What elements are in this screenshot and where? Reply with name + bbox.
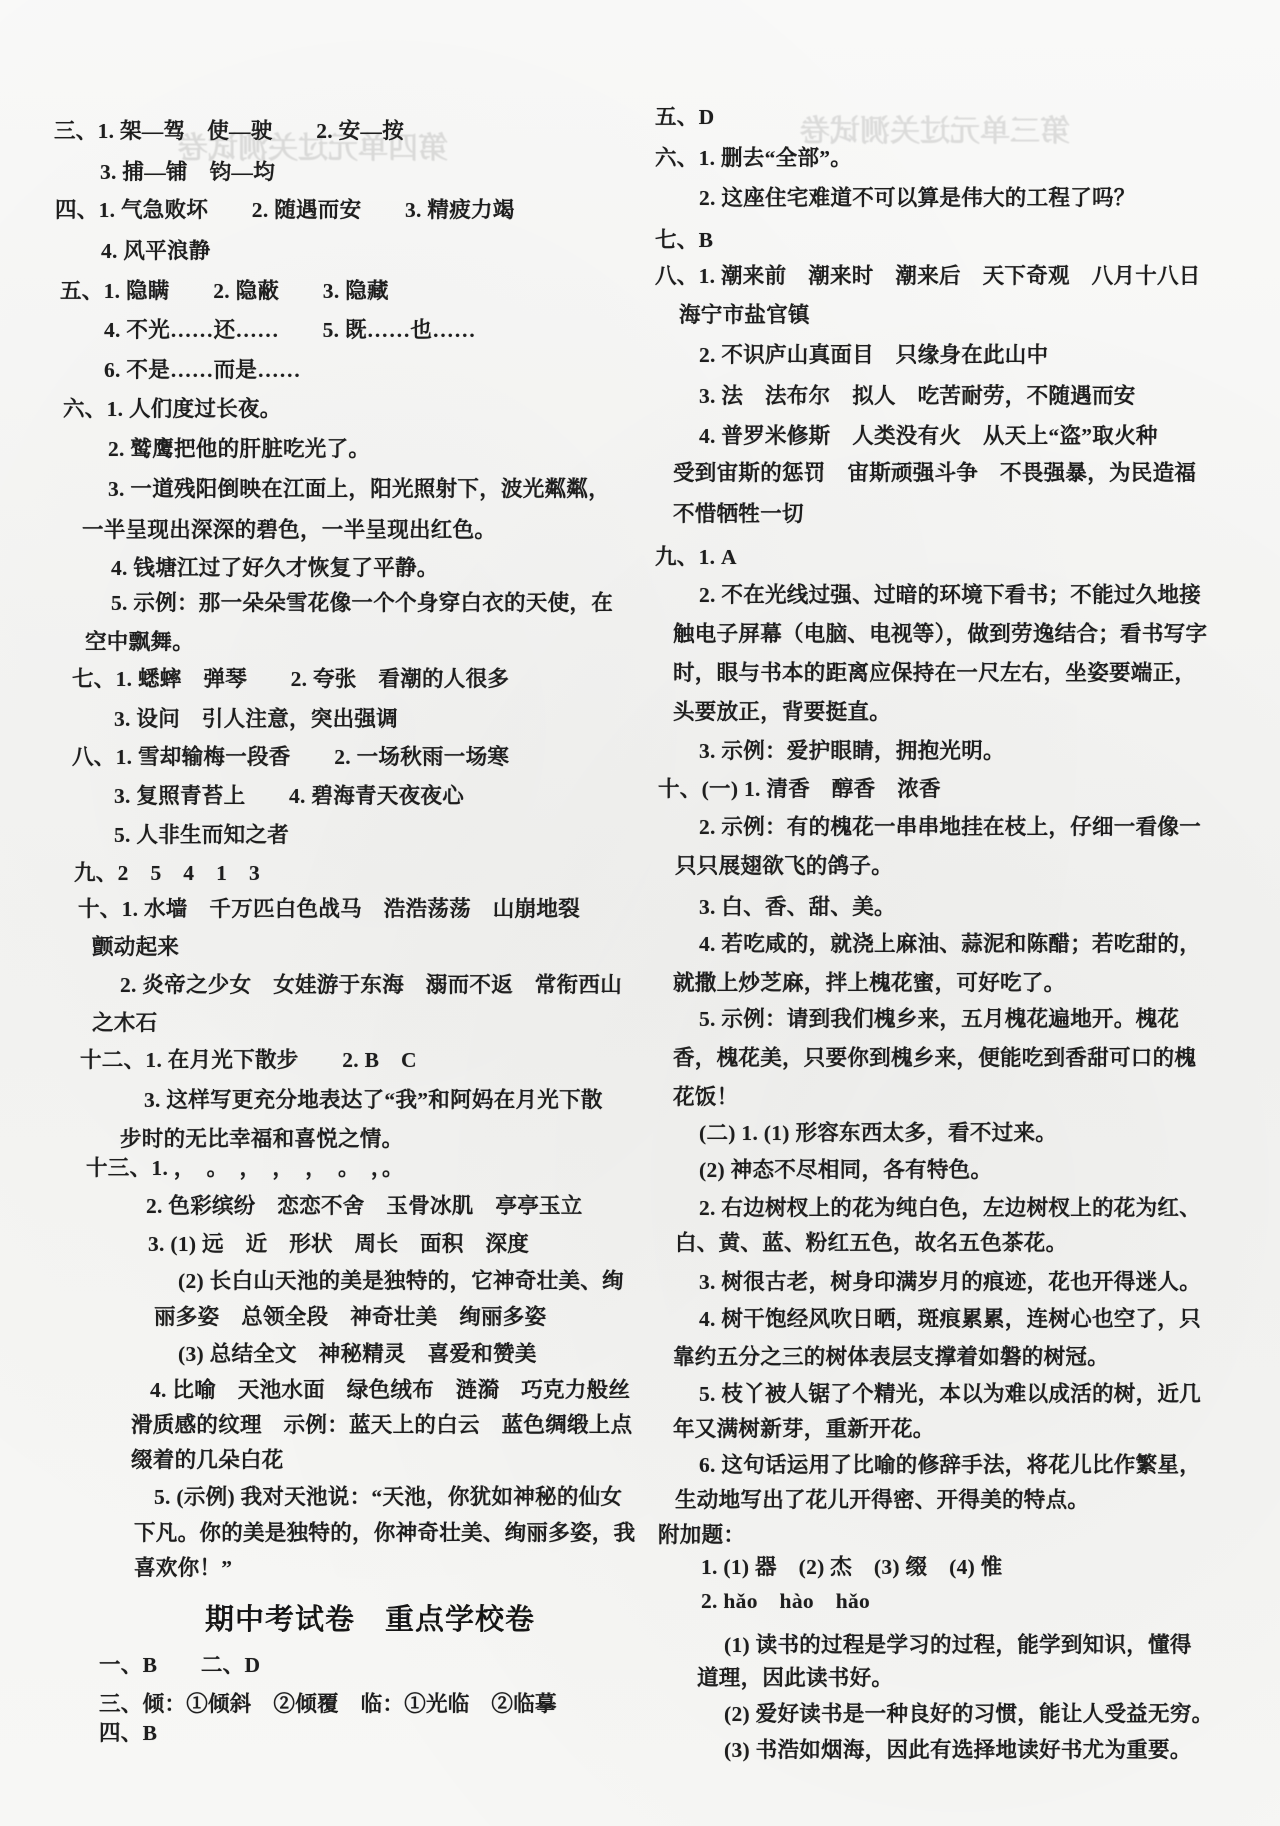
answer-line: 缀着的几朵白花: [131, 1448, 284, 1472]
answer-line: 3. 捕—铺 钧—均: [100, 160, 276, 184]
answer-line: 颤动起来: [92, 935, 180, 959]
answer-line: 空中飘舞。: [85, 630, 195, 654]
answer-line: 3. 这样写更充分地表达了“我”和阿妈在月光下散: [144, 1088, 603, 1112]
answer-line: 5. 示例：那一朵朵雪花像一个个身穿白衣的天使，在: [111, 591, 614, 615]
answer-line: 七、1. 蟋蟀 弹琴 2. 夸张 看潮的人很多: [72, 667, 510, 691]
answer-line: 6. 这句话运用了比喻的修辞手法，将花儿比作繁星，: [699, 1453, 1202, 1477]
bonus-heading: 附加题：: [658, 1523, 746, 1547]
answer-line: (2) 爱好读书是一种良好的习惯，能让人受益无穷。: [724, 1702, 1214, 1726]
answer-line: 下凡。你的美是独特的，你神奇壮美、绚丽多姿，我: [134, 1521, 636, 1545]
answer-line: 4. 若吃咸的，就浇上麻油、蒜泥和陈醋；若吃甜的，: [699, 932, 1202, 956]
answer-line: (3) 总结全文 神秘精灵 喜爱和赞美: [178, 1342, 537, 1366]
answer-line: 步时的无比幸福和喜悦之情。: [120, 1127, 404, 1151]
answer-line: 海宁市盐官镇: [679, 303, 810, 327]
answer-line: 3. 法 法布尔 拟人 吃苦耐劳，不随遇而安: [699, 384, 1136, 408]
answer-line: 道理，因此读书好。: [697, 1666, 894, 1690]
answer-line: 2. 示例：有的槐花一串串地挂在枝上，仔细一看像一: [699, 815, 1202, 839]
answer-line: 十三、1. ， 。 ， ， ， 。 ，。: [86, 1156, 404, 1180]
answer-line: 触电子屏幕（电脑、电视等），做到劳逸结合；看书写字: [673, 622, 1208, 646]
answer-line: (2) 长白山天池的美是独特的，它神奇壮美、绚: [178, 1269, 624, 1293]
answer-line: 3. 示例：爱护眼睛，拥抱光明。: [699, 739, 1005, 763]
answer-line: 4. 钱塘江过了好久才恢复了平静。: [111, 556, 439, 580]
answer-line: 5. 示例：请到我们槐乡来，五月槐花遍地开。槐花: [699, 1007, 1180, 1031]
answer-line: 4. 风平浪静: [101, 239, 211, 263]
answer-line: 5. 枝丫被人锯了个精光，本以为难以成活的树，近几: [699, 1382, 1202, 1406]
answer-line: 三、倾：①倾斜 ②倾覆 临：①光临 ②临摹: [99, 1692, 557, 1716]
answer-line: 年又满树新芽，重新开花。: [673, 1417, 935, 1441]
answer-line: (1) 读书的过程是学习的过程，能学到知识，懂得: [724, 1633, 1192, 1657]
answer-line: 2. 不识庐山真面目 只缘身在此山中: [699, 343, 1049, 367]
answer-line: 只只展翅欲飞的鸽子。: [675, 854, 894, 878]
answer-line: 花饭！: [673, 1085, 739, 1109]
answer-line: 香，槐花美，只要你到槐乡来，便能吃到香甜可口的槐: [673, 1046, 1197, 1070]
answer-line: 五、1. 隐瞒 2. 隐蔽 3. 隐藏: [60, 279, 389, 303]
answer-line: 就撒上炒芝麻，拌上槐花蜜，可好吃了。: [673, 971, 1066, 995]
answer-line: 九、1. A: [655, 545, 737, 569]
answer-line: 滑质感的纹理 示例：蓝天上的白云 蓝色绸缎上点: [131, 1413, 633, 1437]
answer-line: (二) 1. (1) 形容东西太多，看不过来。: [699, 1121, 1058, 1145]
answer-line: 2. 不在光线过强、过暗的环境下看书；不能过久地接: [699, 583, 1202, 607]
answer-line: 3. (1) 远 近 形状 周长 面积 深度: [148, 1232, 530, 1256]
answer-line: 六、1. 删去“全部”。: [655, 146, 853, 170]
answer-line: 3. 设问 引人注意，突出强调: [114, 707, 399, 731]
answer-line: 九、2 5 4 1 3: [74, 861, 261, 885]
answer-line: 4. 树干饱经风吹日晒，斑痕累累，连树心也空了，只: [699, 1307, 1202, 1331]
answer-line: 2. 炎帝之少女 女娃游于东海 溺而不返 常衔西山: [120, 973, 623, 997]
answer-line: 头要放正，背要挺直。: [673, 700, 892, 724]
answer-line: 五、D: [655, 105, 715, 129]
answer-line: 3. 白、香、甜、美。: [699, 895, 896, 919]
answer-line: 2. 右边树杈上的花为纯白色，左边树杈上的花为红、: [699, 1196, 1202, 1220]
answer-line: 3. 树很古老，树身印满岁月的痕迹，花也开得迷人。: [699, 1270, 1202, 1294]
answer-line: 4. 不光……还…… 5. 既……也……: [104, 318, 476, 342]
answer-line: 4. 比喻 天池水面 绿色绒布 涟漪 巧克力般丝: [150, 1378, 631, 1402]
answer-line: 八、1. 潮来前 潮来时 潮来后 天下奇观 八月十八日: [655, 264, 1201, 288]
answer-line: 5. 人非生而知之者: [114, 823, 290, 847]
answer-line: 十二、1. 在月光下散步 2. B C: [80, 1048, 417, 1072]
answer-line: 一半呈现出深深的碧色，一半呈现出红色。: [82, 518, 497, 542]
answer-line: 十、1. 水墙 千万匹白色战马 浩浩荡荡 山崩地裂: [78, 897, 581, 921]
answer-line: 四、1. 气急败坏 2. 随遇而安 3. 精疲力竭: [55, 198, 515, 222]
answer-line: 6. 不是……而是……: [104, 358, 301, 382]
answer-line: 2. 色彩缤纷 恋恋不舍 玉骨冰肌 亭亭玉立: [146, 1194, 583, 1218]
answer-line: 时，眼与书本的距离应保持在一尺左右，坐姿要端正，: [673, 661, 1197, 685]
answer-line: 靠约五分之三的树体表层支撑着如磐的树冠。: [673, 1345, 1110, 1369]
answer-line: 生动地写出了花儿开得密、开得美的特点。: [675, 1488, 1090, 1512]
answer-line: (3) 书浩如烟海，因此有选择地读好书尤为重要。: [724, 1738, 1192, 1762]
section-heading: 期中考试卷 重点学校卷: [205, 1604, 536, 1636]
answer-line: 3. 复照青苔上 4. 碧海青天夜夜心: [114, 784, 465, 808]
answer-line: 2. 这座住宅难道不可以算是伟大的工程了吗？: [699, 186, 1136, 210]
answer-line: 喜欢你！”: [134, 1556, 233, 1580]
answer-line: 十、(一) 1. 清香 醇香 浓香: [658, 777, 941, 801]
bleed-through-heading-left: 第四单元过关测试卷: [178, 132, 448, 165]
answer-line: 2. 鹫鹰把他的肝脏吃光了。: [108, 437, 371, 461]
answer-line: (2) 神态不尽相同，各有特色。: [699, 1158, 993, 1182]
answer-line: 一、B 二、D: [99, 1653, 261, 1677]
answer-line: 5. (示例) 我对天池说：“天池，你犹如神秘的仙女: [154, 1485, 623, 1509]
answer-line: 4. 普罗米修斯 人类没有火 从天上“盗”取火种: [699, 424, 1158, 448]
answer-line: 白、黄、蓝、粉红五色，故名五色茶花。: [675, 1231, 1068, 1255]
answer-line: 六、1. 人们度过长夜。: [63, 397, 282, 421]
answer-line: 2. hǎo hào hǎo: [701, 1589, 871, 1613]
answer-line: 之木石: [92, 1011, 158, 1035]
answer-line: 1. (1) 器 (2) 杰 (3) 缀 (4) 惟: [701, 1555, 1003, 1579]
answer-line: 八、1. 雪却输梅一段香 2. 一场秋雨一场寒: [72, 745, 510, 769]
answer-line: 3. 一道残阳倒映在江面上，阳光照射下，波光粼粼，: [108, 477, 611, 501]
answer-line: 丽多姿 总领全段 神奇壮美 绚丽多姿: [154, 1305, 547, 1329]
answer-line: 四、B: [99, 1721, 158, 1745]
answer-line: 七、B: [655, 228, 714, 252]
answer-line: 三、1. 架—驾 使—驶 2. 安—按: [54, 119, 405, 143]
answer-line: 不惜牺牲一切: [673, 502, 804, 526]
answer-line: 受到宙斯的惩罚 宙斯顽强斗争 不畏强暴，为民造福: [673, 461, 1197, 485]
bleed-through-heading-right: 第三单元过关测试卷: [800, 115, 1070, 148]
